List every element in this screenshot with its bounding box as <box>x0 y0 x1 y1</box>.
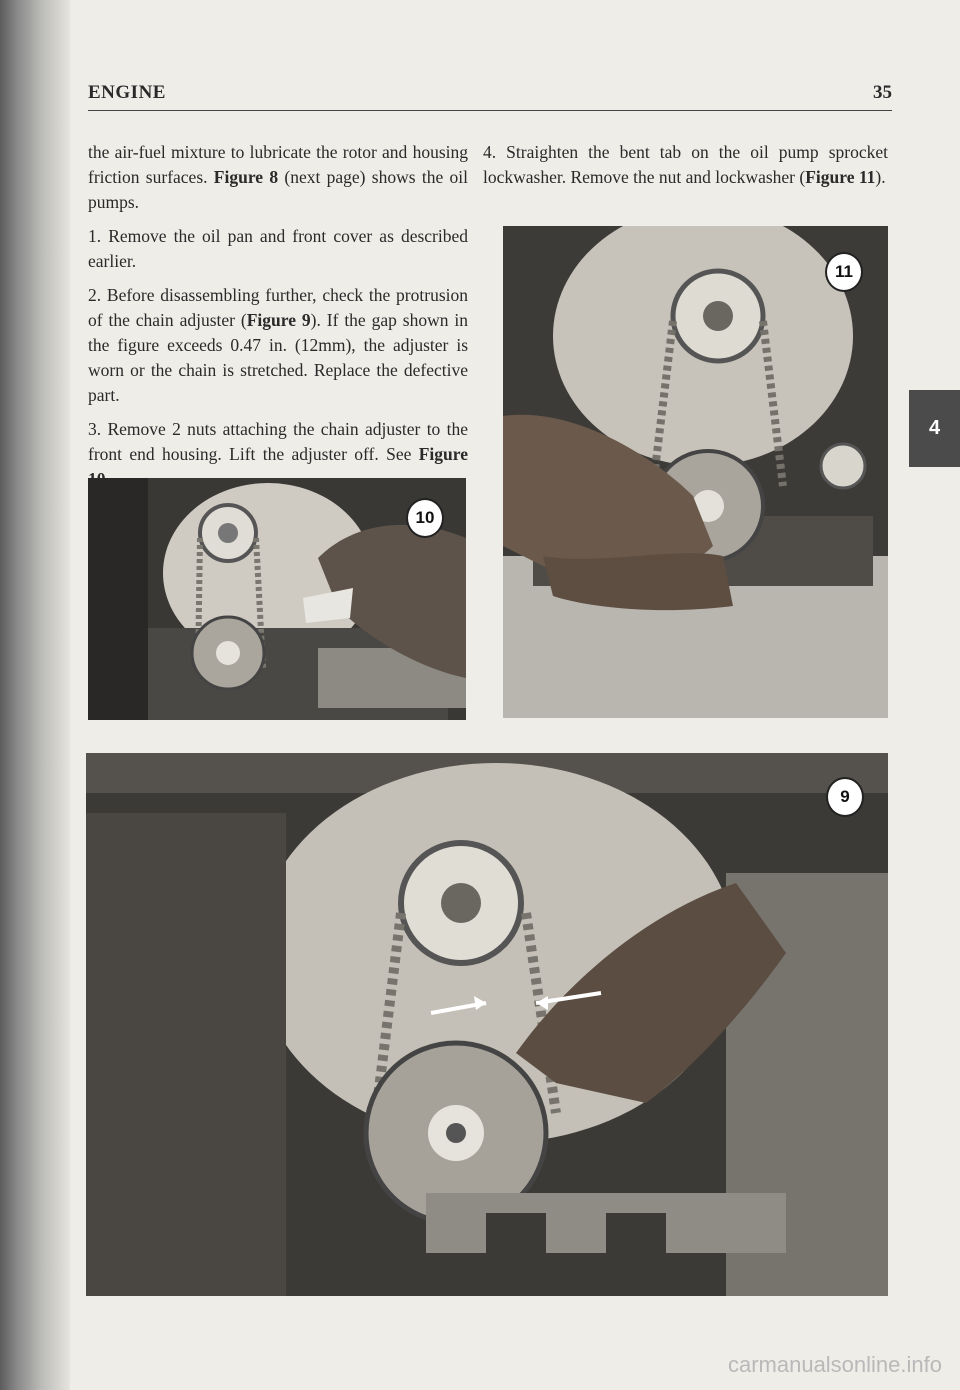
intro-paragraph: the air-fuel mixture to lubricate the rotor and housing friction surfaces. Figure 8 (next page) shows the oil pumps. <box>88 142 468 212</box>
left-text-column <box>88 140 468 501</box>
engine-photo-image <box>86 753 888 1296</box>
step-1: 1. Remove the oil pan and front cover as described earlier. <box>88 226 468 271</box>
step-3: 3. Remove 2 nuts attaching the chain adjuster to the front end housing. Lift the adjuster off. See Figure <box>88 417 468 492</box>
figure-11-photo <box>503 226 888 718</box>
step-4: 4. Straighten the bent tab on the oil pump sprocket lockwasher. Remove the nut and lockwasher (Figure 11). <box>483 142 888 187</box>
figure-10-photo <box>88 478 466 720</box>
figure-ref: Figure 8 <box>213 167 279 187</box>
running-header <box>88 82 892 111</box>
figure-ref: Figure 11 <box>805 167 876 187</box>
figure-ref: Figure 9 <box>246 310 311 330</box>
figure-9-photo <box>86 753 888 1296</box>
engine-photo-image <box>503 226 888 718</box>
right-text-column <box>483 140 888 199</box>
page-gutter-shadow <box>0 0 70 1390</box>
chapter-tab: 4 <box>909 390 960 467</box>
section-title: ENGINE <box>88 82 166 103</box>
step-2: 2. Before disassembling further, check the protrusion of the chain adjuster (Figure 9). If the gap shown in the figure exceeds 0.47 in. (12mm), the adjuster is worn or the chain is stretched. Replace the defective part. <box>88 285 468 405</box>
figure-number-badge: 9 <box>826 777 864 817</box>
figure-number-badge: 10 <box>406 498 444 538</box>
site-watermark: carmanualsonline.info <box>727 1352 942 1377</box>
figure-ref: Figure <box>418 444 468 464</box>
page-number: 35 <box>873 82 892 103</box>
figure-number-badge: 11 <box>825 252 863 292</box>
